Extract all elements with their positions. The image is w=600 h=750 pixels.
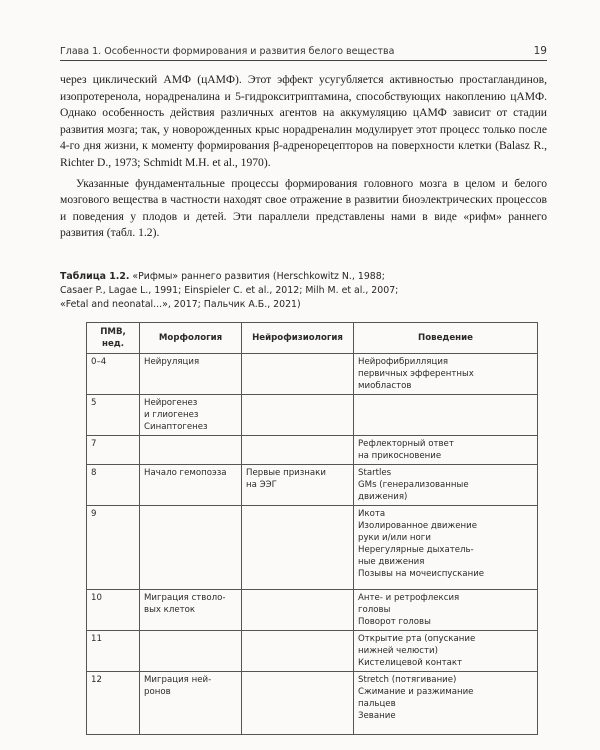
table-caption-text: Casaer P., Lagae L., 1991; Einspieler C. et al., 2012; Milh M. et al., 2007; <box>60 284 399 296</box>
cell-line: Изолированное движение <box>358 521 478 531</box>
cell-line: Начало гемопоэза <box>144 468 227 478</box>
cell-pmv: 11 <box>87 631 140 672</box>
page-number: 19 <box>533 45 547 57</box>
cell-line: ронов <box>144 687 171 697</box>
cell-neurophysiology <box>242 465 354 506</box>
cell-morphology <box>140 395 242 436</box>
cell-line: движения) <box>358 492 408 502</box>
cell-behavior <box>354 465 538 506</box>
cell-line: Нейрофибрилляция <box>358 357 449 367</box>
body-text <box>60 72 547 246</box>
cell-line: Рефлекторный ответ <box>358 439 454 449</box>
table-caption <box>60 270 547 311</box>
cell-line: Позывы на мочеиспускание <box>358 569 485 579</box>
header-morphology: Морфология <box>140 323 242 354</box>
running-header <box>60 44 547 60</box>
cell-line: на прикосновение <box>358 451 442 461</box>
cell-behavior <box>354 590 538 631</box>
cell-behavior <box>354 354 538 395</box>
cell-morphology <box>140 436 242 465</box>
cell-line: Первые признаки <box>246 468 326 478</box>
table-row <box>87 506 538 590</box>
table-row <box>87 395 538 436</box>
cell-line: нижней челюсти) <box>358 646 438 656</box>
cell-morphology <box>140 465 242 506</box>
header-rule <box>60 60 547 61</box>
cell-line: Кистелицевой контакт <box>358 658 463 668</box>
cell-line: Сжимание и разжимание <box>358 687 474 697</box>
cell-behavior <box>354 506 538 590</box>
table-row <box>87 631 538 672</box>
cell-line: Нейруляция <box>144 357 200 367</box>
paragraph: через циклический АМФ (цАМФ). Этот эффект усугубляется активностью простагландинов, изопротеренола, норадреналина и 5-гидрокситриптамина, способствующих накоплению цАМФ. Однако особенность действия различных агентов на аккумуляцию цАМФ зависит от стадии развития мозга; так, у новорожденных крыс норадреналин модулирует этот процесс только после 4-го дня жизни, к моменту формирования β-адренорецепторов на поверхности клетки (Balasz R., Richter D., 1973; Schmidt M.H. et al., 1970). <box>60 73 547 169</box>
cell-pmv: 10 <box>87 590 140 631</box>
cell-behavior <box>354 395 538 436</box>
cell-line: GMs (генерализованные <box>358 480 469 490</box>
cell-line: на ЭЭГ <box>246 480 277 490</box>
table-row <box>87 436 538 465</box>
paragraph: Указанные фундаментальные процессы формирования головного мозга в целом и белого мозгового вещества в частности находят свое отражение в развитии биоэлектрических процессов и поведения у плодов и детей. Эти параллели представлены нами в виде «рифм» раннего развития (табл. 1.2). <box>60 176 547 240</box>
table-row <box>87 465 538 506</box>
chapter-title: Глава 1. Особенности формирования и развития белого вещества <box>60 46 395 57</box>
table-caption-text: «Fetal and neonatal...», 2017; Пальчик А.Б., 2021) <box>60 298 301 310</box>
table-body <box>87 354 538 735</box>
table-row <box>87 354 538 395</box>
cell-neurophysiology <box>242 672 354 735</box>
cell-morphology <box>140 506 242 590</box>
cell-pmv: 5 <box>87 395 140 436</box>
cell-line: Открытие рта (опускание <box>358 634 476 644</box>
cell-behavior <box>354 672 538 735</box>
cell-behavior <box>354 631 538 672</box>
table-header-row <box>87 323 538 354</box>
cell-behavior <box>354 436 538 465</box>
header-pmv: ПМВ, нед. <box>87 323 140 354</box>
cell-morphology <box>140 672 242 735</box>
cell-pmv: 8 <box>87 465 140 506</box>
cell-line: ные движения <box>358 557 425 567</box>
cell-line: Анте- и ретрофлексия <box>358 593 460 603</box>
cell-line: Зевание <box>358 711 396 721</box>
table-row <box>87 590 538 631</box>
cell-line: Синаптогенез <box>144 422 208 432</box>
cell-pmv: 9 <box>87 506 140 590</box>
table-caption-label: Таблица 1.2. <box>60 271 130 282</box>
header-behavior: Поведение <box>354 323 538 354</box>
cell-neurophysiology <box>242 354 354 395</box>
cell-line: Миграция ней- <box>144 675 212 685</box>
cell-line: головы <box>358 605 391 615</box>
cell-line: Stretch (потягивание) <box>358 675 457 685</box>
cell-neurophysiology <box>242 631 354 672</box>
cell-line: и глиогенез <box>144 410 199 420</box>
cell-line: первичных эфферентных <box>358 369 474 379</box>
rhymes-table <box>86 322 538 735</box>
cell-line: Нерегулярные дыхатель- <box>358 545 474 555</box>
cell-neurophysiology <box>242 590 354 631</box>
cell-neurophysiology <box>242 506 354 590</box>
cell-line: Поворот головы <box>358 617 431 627</box>
cell-morphology <box>140 354 242 395</box>
cell-line: руки и/или ноги <box>358 533 431 543</box>
cell-line: Миграция стволо- <box>144 593 226 603</box>
cell-morphology <box>140 631 242 672</box>
cell-line: вых клеток <box>144 605 196 615</box>
cell-morphology <box>140 590 242 631</box>
cell-pmv: 0–4 <box>87 354 140 395</box>
header-neurophysiology: Нейрофизиология <box>242 323 354 354</box>
table-row <box>87 672 538 735</box>
cell-line: миобластов <box>358 381 412 391</box>
cell-pmv: 7 <box>87 436 140 465</box>
cell-line: Startles <box>358 468 392 478</box>
cell-pmv: 12 <box>87 672 140 735</box>
cell-neurophysiology <box>242 395 354 436</box>
cell-line: Нейрогенез <box>144 398 198 408</box>
table-caption-text: «Рифмы» раннего развития (Herschkowitz N., 1988; <box>129 271 385 282</box>
cell-line: Икота <box>358 509 386 519</box>
cell-neurophysiology <box>242 436 354 465</box>
cell-line: пальцев <box>358 699 396 709</box>
